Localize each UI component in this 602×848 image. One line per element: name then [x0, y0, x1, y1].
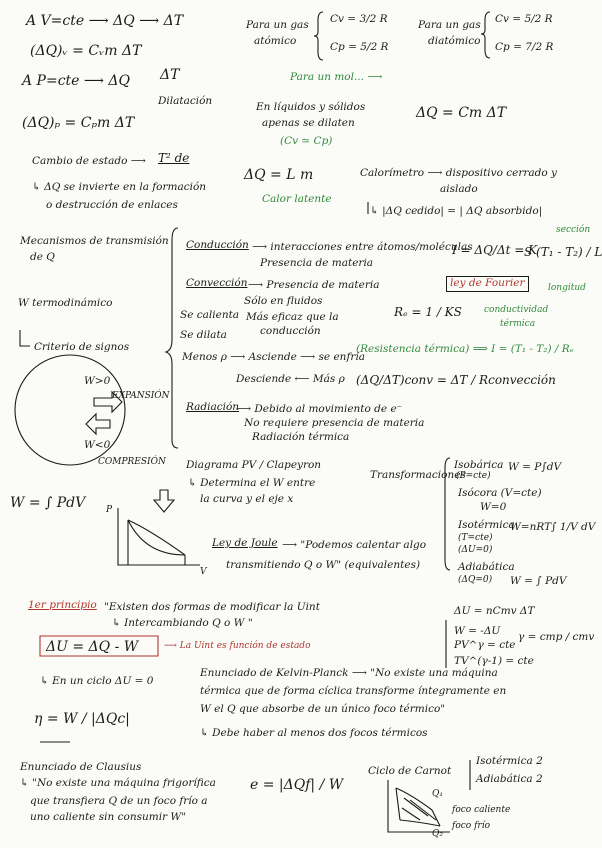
fourier-eq-right: S (T₁ - T₂) / L [524, 245, 602, 259]
thermal-label: térmica [500, 319, 536, 329]
thermal-resistance-eq: Rₑ = 1 / KS [394, 305, 462, 319]
transmission-q: de Q [30, 251, 55, 263]
work-integral: W = ∫ PdV [10, 495, 86, 511]
thermo-work-title: W termodinámico [18, 297, 113, 309]
dilatacion-label: Dilatación [158, 95, 213, 107]
cv-approx-cp: (Cv ≃ Cp) [280, 135, 333, 147]
w-negative: W<0 [84, 439, 111, 451]
joule-law-def2: transmitiendo Q o W" (equivalentes) [226, 559, 421, 571]
clausius-title: Enunciado de Clausius [20, 761, 142, 773]
phase-change-note2: o destrucción de enlaces [46, 199, 178, 211]
density-up: Menos ρ ⟶ Asciende ⟶ se enfría [182, 351, 365, 363]
conduction-def: ⟶ interacciones entre átomos/moléculas [252, 241, 473, 253]
expands: Se dilata [180, 329, 227, 341]
cycle-du-note: ↳ En un ciclo ΔU = 0 [40, 675, 154, 687]
isochoric-heat-eq: (ΔQ)ᵥ = Cᵥm ΔT [30, 43, 142, 59]
poisson-eq2: TV^(γ-1) = cte [454, 655, 534, 667]
section-label: sección [556, 225, 591, 235]
du-eq: ΔU = nCmv ΔT [454, 605, 535, 617]
isobaric-title: Isobárica [454, 459, 504, 471]
adiabatic-work: W = ∫ PdV [510, 575, 567, 587]
carnot-q2: Q₂ [432, 829, 443, 839]
isobaric-dt: ΔT [160, 67, 180, 83]
latent-heat-label: Calor latente [262, 193, 332, 205]
resistance-heat-eq: (Resistencia térmica) ⟹ I = (T₁ - T₂) / Rₑ [356, 343, 574, 355]
radiation-def: ⟶ Debido al movimiento de e⁻ [236, 403, 403, 415]
conduction-label: Conducción [186, 239, 249, 251]
carnot-title: Ciclo de Carnot [368, 765, 452, 777]
diatomic-title: Para un gas [418, 19, 481, 31]
first-principle-def2: ↳ Intercambiando Q o W " [112, 617, 253, 629]
fourier-law-tag: ley de Fourier [446, 276, 529, 292]
density-down: Desciende ⟵ Más ρ [236, 373, 345, 385]
convection-fluids: Sólo en fluidos [244, 295, 323, 307]
first-law-eq: ΔU = ΔQ - W [46, 639, 139, 655]
adiabatic-w-eq: W = -ΔU [454, 625, 501, 637]
cop-eq: e = |ΔQf| / W [250, 777, 344, 793]
isobaric-line: A P=cte ⟶ ΔQ [22, 73, 131, 89]
pv-diagram-note2: la curva y el eje x [200, 493, 294, 505]
cold-focus-label: foco frío [452, 821, 490, 831]
kelvin-planck-2: térmica que de forma cíclica transforme íntegramente en [200, 685, 507, 697]
clausius-1: ↳ "No existe una máquina frigorífica [20, 777, 216, 789]
conductivity-label: conductividad [484, 305, 549, 315]
gamma-eq: γ = cmp / cmv [518, 631, 595, 643]
monatomic-cv: Cv = 3/2 R [330, 13, 388, 25]
transmission-title: Mecanismos de transmisión [20, 235, 169, 247]
radiation-label: Radiación [186, 401, 240, 413]
isothermal-du: (ΔU=0) [458, 545, 493, 555]
length-label: longitud [548, 283, 586, 293]
joule-law-tag: Ley de Joule [212, 537, 278, 549]
transformations-title: Transformaciones [370, 469, 466, 481]
carnot-isotherm: Isotérmica 2 [476, 755, 543, 767]
isochoric-work: W=0 [480, 501, 507, 513]
isothermal-cond: (T=cte) [458, 533, 493, 543]
carnot-adiabat: Adiabática 2 [476, 773, 543, 785]
sign-criteria: Criterio de signos [34, 341, 130, 353]
isochoric-title: Isócora (V=cte) [458, 487, 542, 499]
clausius-2: que transfiera Q de un foco frío a [30, 795, 208, 807]
radiation-no-matter: No requiere presencia de materia [244, 417, 425, 429]
phase-change-note1: ↳ ΔQ se invierte en la formación [32, 181, 207, 193]
phase-change-temp: T² de [158, 151, 190, 165]
adiabatic-title: Adiabática [458, 561, 515, 573]
state-function-note: ⟶ La Uint es función de estado [164, 641, 311, 651]
diatomic-sub: diatómico [428, 35, 481, 47]
pv-axis-v: V [200, 567, 207, 577]
convection-eq: (ΔQ/ΔT)conv = ΔT / Rconvección [356, 373, 556, 387]
compression-label: COMPRESIÓN [98, 457, 166, 467]
fourier-eq-left: I = ΔQ/Δt = K [452, 243, 538, 257]
conduction-compare: conducción [260, 325, 321, 337]
w-positive: W>0 [84, 375, 111, 387]
isothermal-title: Isotérmica [458, 519, 515, 531]
isothermal-work: W=nRT∫ 1/V dV [510, 521, 596, 533]
phase-change-title: Cambio de estado ⟶ [32, 155, 146, 167]
heats-up: Se calienta [180, 309, 240, 321]
convection-matter: ⟶ Presencia de materia [248, 279, 380, 291]
two-foci-note: ↳ Debe haber al menos dos focos térmicos [200, 727, 428, 739]
thermal-radiation: Radiación térmica [252, 431, 350, 443]
more-efficient: Más eficaz que la [246, 311, 339, 323]
clausius-3: uno caliente sin consumir W" [30, 811, 187, 823]
heat-eq-general: ΔQ = Cm ΔT [416, 105, 507, 121]
isochoric-line: A V=cte ⟶ ΔQ ⟶ ΔT [26, 13, 184, 29]
adiabatic-cond: (ΔQ=0) [458, 575, 493, 585]
joule-law-def1: ⟶ "Podemos calentar algo [282, 539, 427, 551]
pv-axis-p: P [106, 505, 113, 515]
monatomic-cp: Cp = 5/2 R [330, 41, 389, 53]
hot-focus-label: foco caliente [452, 805, 511, 815]
diatomic-cp: Cp = 7/2 R [495, 41, 554, 53]
diatomic-cv: Cv = 5/2 R [495, 13, 553, 25]
per-mol-note: Para un mol... ⟶ [290, 71, 383, 83]
pv-diagram-title: Diagrama PV / Clapeyron [186, 459, 322, 471]
isobaric-work: W = P∫dV [508, 461, 562, 473]
conduction-matter: Presencia de materia [260, 257, 374, 269]
expansion-label: EXPANSIÓN [112, 391, 170, 401]
calorimeter-eq: ↳ |ΔQ cedido| = | ΔQ absorbido| [370, 205, 543, 217]
efficiency-eq: η = W / |ΔQc| [34, 711, 130, 727]
kelvin-planck-1: Enunciado de Kelvin-Planck ⟶ "No existe una máquina [200, 667, 498, 679]
convection-label: Convección [186, 277, 248, 289]
monatomic-sub: atómico [254, 35, 297, 47]
pv-diagram-note1: ↳ Determina el W entre [188, 477, 316, 489]
calorimeter-def2: aislado [440, 183, 478, 195]
poisson-eq1: PV^γ = cte [454, 639, 516, 651]
barely-expand: apenas se dilaten [262, 117, 355, 129]
calorimeter-def: Calorímetro ⟶ dispositivo cerrado y [360, 167, 557, 179]
carnot-q1: Q₁ [432, 789, 443, 799]
kelvin-planck-3: W el Q que absorbe de un único foco térmico" [200, 703, 446, 715]
isobaric-cond: (P=cte) [456, 471, 491, 481]
first-principle-tag: 1er principio [28, 599, 97, 611]
liquids-solids: En líquidos y sólidos [256, 101, 366, 113]
latent-heat-eq: ΔQ = L m [244, 167, 314, 183]
monatomic-title: Para un gas [246, 19, 309, 31]
isobaric-heat-eq: (ΔQ)ₚ = Cₚm ΔT [22, 115, 135, 131]
first-principle-def1: "Existen dos formas de modificar la Uint [104, 601, 320, 613]
